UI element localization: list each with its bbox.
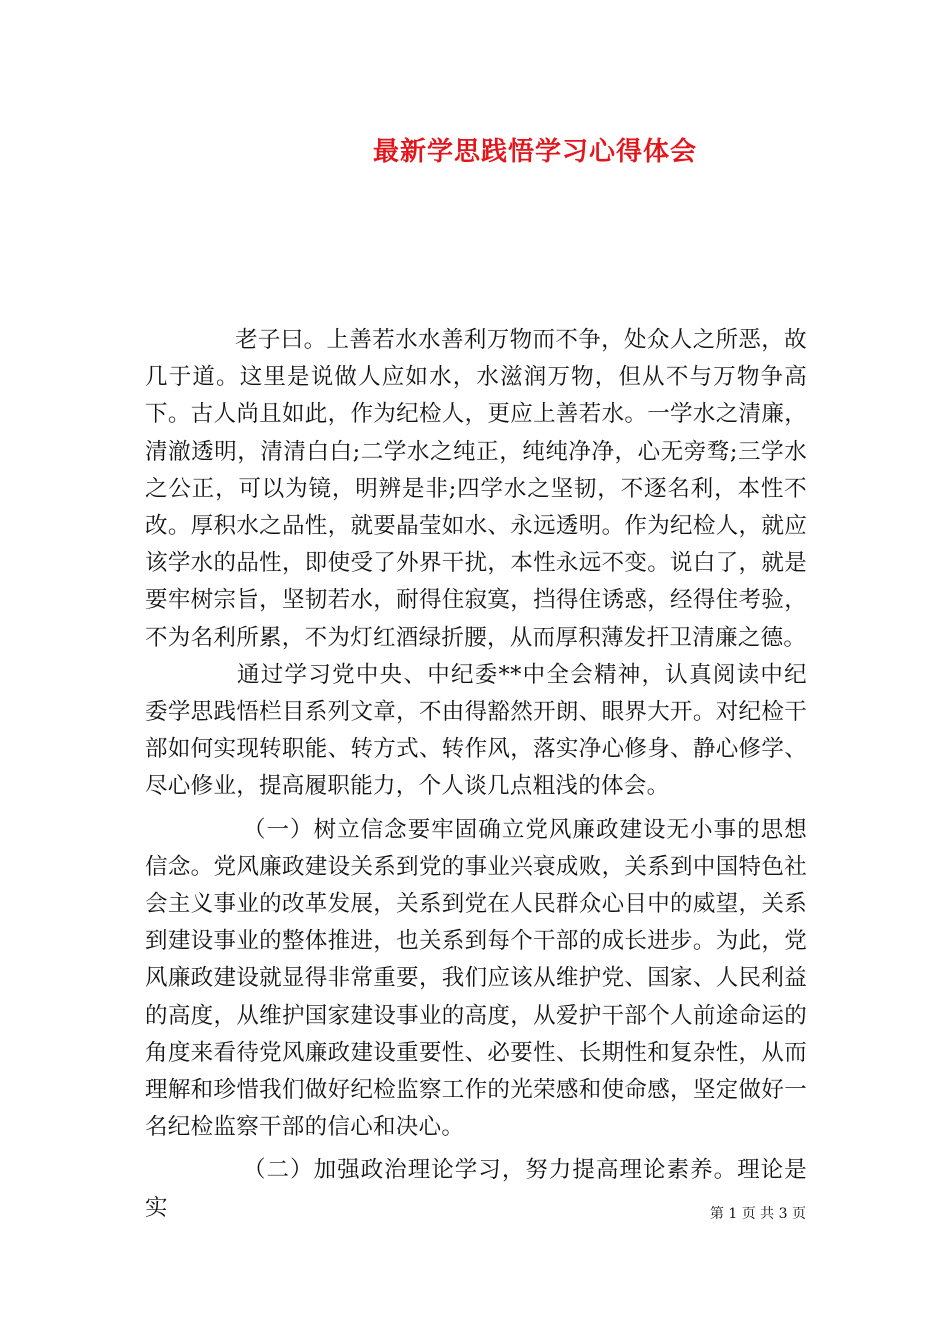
document-title: 最新学思践悟学习心得体会 <box>372 137 697 167</box>
paragraph-2: 通过学习党中央、中纪委**中全会精神，认真阅读中纪委学思践悟栏目系列文章，不由得豁然开朗、眼界大开。对纪检干部如何实现转职能、转方式、转作风，落实净心修身、静心修学、尽心修业，提高履职能力，个人谈几点粗浅的体会。 <box>145 661 807 800</box>
page-number-footer: 第 1 页 共 3 页 <box>709 1206 806 1222</box>
paragraph-1: 老子曰。上善若水水善利万物而不争，处众人之所恶，故几于道。这里是说做人应如水，水滋润万物，但从不与万物争高下。古人尚且如此，作为纪检人，更应上善若水。一学水之清廉，清澈透明，清清白白;二学水之纯正，纯纯净净，心无旁骛;三学水之公正，可以为镜，明辨是非;四学水之坚韧，不逐名利，本性不改。厚积水之品性，就要晶莹如水、永远透明。作为纪检人，就应该学水的品性，即使受了外界干扰，本性永远不变。说白了，就是要牢树宗旨，坚韧若水，耐得住寂寞，挡得住诱惑，经得住考验，不为名利所累，不为灯红酒绿折腰，从而厚积薄发扞卫清廉之德。 <box>145 327 807 651</box>
paragraph-3: （一）树立信念要牢固确立党风廉政建设无小事的思想信念。党风廉政建设关系到党的事业兴衰成败，关系到中国特色社会主义事业的改革发展，关系到党在人民群众心目中的威望，关系到建设事业的整体推进，也关系到每个干部的成长进步。为此，党风廉政建设就显得非常重要，我们应该从维护党、国家、人民利益的高度，从维护国家建设事业的高度，从爱护干部个人前途命运的角度来看待党风廉政建设重要性、必要性、长期性和复杂性，从而理解和珍惜我们做好纪检监察工作的光荣感和使命感，坚定做好一名纪检监察干部的信心和决心。 <box>145 816 807 1141</box>
document-body <box>145 322 807 1227</box>
paragraph-4: （二）加强政治理论学习，努力提高理论素养。理论是实 <box>145 1157 807 1221</box>
